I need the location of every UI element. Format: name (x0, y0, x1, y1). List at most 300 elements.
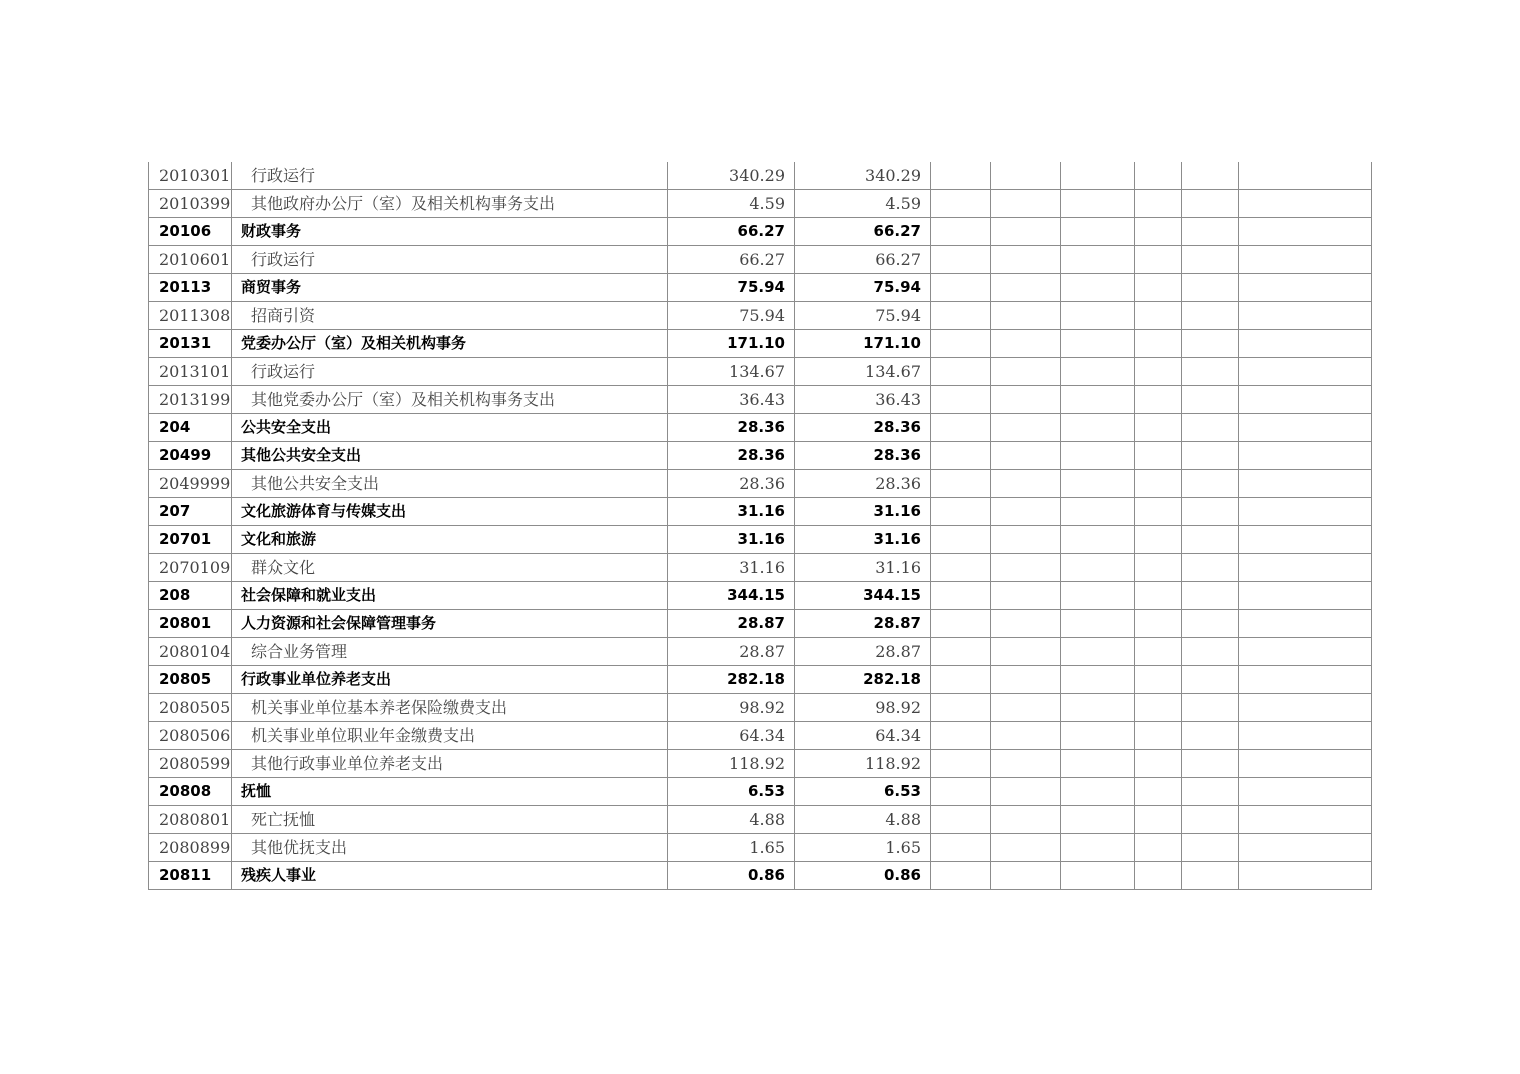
subject-name-cell (232, 750, 668, 778)
empty-cell (1182, 806, 1239, 834)
total-amount-cell: 4.59 (668, 190, 795, 218)
subject-name-cell (232, 274, 668, 302)
subject-name-cell (232, 694, 668, 722)
empty-cell (1182, 778, 1239, 806)
empty-cell (1135, 190, 1182, 218)
table-row (149, 862, 1372, 890)
empty-cell (1135, 750, 1182, 778)
subject-name-cell (232, 862, 668, 890)
empty-cell (1239, 498, 1372, 526)
basic-expenditure-cell: 31.16 (795, 498, 931, 526)
empty-cell (991, 834, 1061, 862)
basic-expenditure-cell: 28.36 (795, 442, 931, 470)
empty-cell (1061, 666, 1135, 694)
total-amount-cell: 171.10 (668, 330, 795, 358)
subject-code-cell: 20113 (149, 274, 232, 302)
subject-name: 行政运行 (251, 362, 316, 381)
subject-code-cell: 204 (149, 414, 232, 442)
total-amount-cell: 0.86 (668, 862, 795, 890)
table-body (149, 162, 1372, 890)
subject-code-cell: 20811 (149, 862, 232, 890)
total-amount-cell: 118.92 (668, 750, 795, 778)
empty-cell (1135, 162, 1182, 190)
empty-cell (1061, 582, 1135, 610)
empty-cell (1239, 582, 1372, 610)
subject-code-cell: 2049999 (149, 470, 232, 498)
table-row (149, 274, 1372, 302)
empty-cell (931, 526, 991, 554)
empty-cell (1061, 162, 1135, 190)
empty-cell (1239, 526, 1372, 554)
empty-cell (931, 358, 991, 386)
empty-cell (931, 582, 991, 610)
empty-cell (1182, 190, 1239, 218)
table-row (149, 330, 1372, 358)
empty-cell (1239, 386, 1372, 414)
table-row (149, 638, 1372, 666)
basic-expenditure-cell: 1.65 (795, 834, 931, 862)
empty-cell (1182, 694, 1239, 722)
basic-expenditure-cell: 64.34 (795, 722, 931, 750)
empty-cell (1135, 386, 1182, 414)
empty-cell (1061, 778, 1135, 806)
total-amount-cell: 28.87 (668, 610, 795, 638)
empty-cell (931, 834, 991, 862)
basic-expenditure-cell: 171.10 (795, 330, 931, 358)
subject-name-cell (232, 554, 668, 582)
empty-cell (991, 862, 1061, 890)
empty-cell (931, 750, 991, 778)
subject-name: 商贸事务 (241, 278, 302, 296)
empty-cell (991, 470, 1061, 498)
table-row (149, 162, 1372, 190)
empty-cell (1239, 470, 1372, 498)
empty-cell (1182, 246, 1239, 274)
empty-cell (1061, 862, 1135, 890)
empty-cell (1061, 358, 1135, 386)
basic-expenditure-cell: 31.16 (795, 554, 931, 582)
subject-name: 抚恤 (241, 782, 272, 800)
empty-cell (991, 778, 1061, 806)
empty-cell (931, 722, 991, 750)
empty-cell (1239, 330, 1372, 358)
subject-name-cell (232, 442, 668, 470)
empty-cell (1239, 666, 1372, 694)
empty-cell (931, 442, 991, 470)
subject-name: 其他优抚支出 (251, 838, 348, 857)
empty-cell (1182, 750, 1239, 778)
empty-cell (991, 806, 1061, 834)
empty-cell (1182, 386, 1239, 414)
empty-cell (1135, 582, 1182, 610)
empty-cell (1135, 778, 1182, 806)
basic-expenditure-cell: 0.86 (795, 862, 931, 890)
subject-name: 财政事务 (241, 222, 302, 240)
empty-cell (1061, 834, 1135, 862)
empty-cell (1061, 694, 1135, 722)
subject-name-cell (232, 806, 668, 834)
table-row (149, 526, 1372, 554)
empty-cell (931, 162, 991, 190)
subject-name-cell (232, 386, 668, 414)
empty-cell (1182, 442, 1239, 470)
empty-cell (1182, 610, 1239, 638)
empty-cell (931, 610, 991, 638)
basic-expenditure-cell: 75.94 (795, 302, 931, 330)
empty-cell (1061, 190, 1135, 218)
basic-expenditure-cell: 28.87 (795, 610, 931, 638)
subject-name: 机关事业单位基本养老保险缴费支出 (251, 698, 508, 717)
table-row (149, 498, 1372, 526)
basic-expenditure-cell: 28.36 (795, 414, 931, 442)
subject-name-cell (232, 722, 668, 750)
empty-cell (1135, 302, 1182, 330)
total-amount-cell: 134.67 (668, 358, 795, 386)
empty-cell (991, 638, 1061, 666)
empty-cell (931, 218, 991, 246)
subject-name: 招商引资 (251, 306, 316, 325)
table-row (149, 442, 1372, 470)
empty-cell (1061, 722, 1135, 750)
total-amount-cell: 4.88 (668, 806, 795, 834)
subject-name-cell (232, 582, 668, 610)
total-amount-cell: 31.16 (668, 498, 795, 526)
basic-expenditure-cell: 6.53 (795, 778, 931, 806)
total-amount-cell: 6.53 (668, 778, 795, 806)
empty-cell (931, 694, 991, 722)
empty-cell (1239, 358, 1372, 386)
subject-code-cell: 2080505 (149, 694, 232, 722)
empty-cell (1182, 330, 1239, 358)
subject-name: 其他公共安全支出 (241, 446, 362, 464)
empty-cell (1182, 554, 1239, 582)
empty-cell (991, 190, 1061, 218)
subject-name-cell (232, 498, 668, 526)
subject-name: 群众文化 (251, 558, 316, 577)
empty-cell (1239, 442, 1372, 470)
empty-cell (1061, 806, 1135, 834)
empty-cell (1061, 386, 1135, 414)
subject-name-cell (232, 610, 668, 638)
basic-expenditure-cell: 31.16 (795, 526, 931, 554)
empty-cell (1239, 694, 1372, 722)
basic-expenditure-cell: 340.29 (795, 162, 931, 190)
total-amount-cell: 66.27 (668, 246, 795, 274)
empty-cell (1182, 666, 1239, 694)
subject-name-cell (232, 638, 668, 666)
subject-name: 行政事业单位养老支出 (241, 670, 392, 688)
table-row (149, 470, 1372, 498)
table-row (149, 750, 1372, 778)
empty-cell (1182, 638, 1239, 666)
empty-cell (1061, 526, 1135, 554)
empty-cell (1239, 274, 1372, 302)
subject-name: 其他政府办公厅（室）及相关机构事务支出 (251, 194, 556, 213)
empty-cell (991, 274, 1061, 302)
subject-code-cell: 2080899 (149, 834, 232, 862)
basic-expenditure-cell: 66.27 (795, 218, 931, 246)
empty-cell (1135, 358, 1182, 386)
empty-cell (1135, 414, 1182, 442)
subject-name-cell (232, 302, 668, 330)
empty-cell (1135, 274, 1182, 302)
subject-name-cell (232, 162, 668, 190)
subject-code-cell: 2080599 (149, 750, 232, 778)
subject-code-cell: 2010399 (149, 190, 232, 218)
subject-code-cell: 20801 (149, 610, 232, 638)
empty-cell (991, 442, 1061, 470)
basic-expenditure-cell: 4.88 (795, 806, 931, 834)
empty-cell (991, 386, 1061, 414)
expenditure-table (148, 162, 1372, 890)
table-row (149, 190, 1372, 218)
empty-cell (1061, 302, 1135, 330)
total-amount-cell: 28.36 (668, 442, 795, 470)
empty-cell (1182, 498, 1239, 526)
subject-code-cell: 20131 (149, 330, 232, 358)
total-amount-cell: 31.16 (668, 554, 795, 582)
empty-cell (1239, 246, 1372, 274)
empty-cell (1135, 554, 1182, 582)
empty-cell (1135, 862, 1182, 890)
empty-cell (1135, 218, 1182, 246)
empty-cell (991, 246, 1061, 274)
empty-cell (1061, 610, 1135, 638)
empty-cell (1061, 498, 1135, 526)
empty-cell (931, 274, 991, 302)
total-amount-cell: 64.34 (668, 722, 795, 750)
empty-cell (1239, 610, 1372, 638)
empty-cell (1182, 862, 1239, 890)
empty-cell (1135, 722, 1182, 750)
basic-expenditure-cell: 282.18 (795, 666, 931, 694)
subject-code-cell: 2080104 (149, 638, 232, 666)
subject-code-cell: 20805 (149, 666, 232, 694)
empty-cell (991, 358, 1061, 386)
subject-name-cell (232, 246, 668, 274)
empty-cell (1135, 246, 1182, 274)
empty-cell (1239, 750, 1372, 778)
total-amount-cell: 66.27 (668, 218, 795, 246)
subject-name-cell (232, 526, 668, 554)
empty-cell (1135, 638, 1182, 666)
basic-expenditure-cell: 28.36 (795, 470, 931, 498)
table-row (149, 246, 1372, 274)
total-amount-cell: 36.43 (668, 386, 795, 414)
empty-cell (931, 414, 991, 442)
empty-cell (1239, 554, 1372, 582)
basic-expenditure-cell: 118.92 (795, 750, 931, 778)
empty-cell (1061, 750, 1135, 778)
basic-expenditure-cell: 98.92 (795, 694, 931, 722)
empty-cell (1061, 554, 1135, 582)
total-amount-cell: 75.94 (668, 274, 795, 302)
empty-cell (931, 302, 991, 330)
table-row (149, 582, 1372, 610)
table-row (149, 610, 1372, 638)
subject-name: 其他公共安全支出 (251, 474, 380, 493)
total-amount-cell: 28.36 (668, 414, 795, 442)
subject-name: 综合业务管理 (251, 642, 348, 661)
empty-cell (1239, 722, 1372, 750)
empty-cell (1182, 722, 1239, 750)
empty-cell (991, 582, 1061, 610)
total-amount-cell: 28.87 (668, 638, 795, 666)
subject-name: 人力资源和社会保障管理事务 (241, 614, 437, 632)
empty-cell (1061, 246, 1135, 274)
empty-cell (991, 218, 1061, 246)
table-row (149, 302, 1372, 330)
empty-cell (931, 862, 991, 890)
subject-code-cell: 2080506 (149, 722, 232, 750)
subject-name-cell (232, 414, 668, 442)
empty-cell (1135, 498, 1182, 526)
total-amount-cell: 28.36 (668, 470, 795, 498)
empty-cell (1182, 218, 1239, 246)
table-row (149, 694, 1372, 722)
subject-code-cell: 2010301 (149, 162, 232, 190)
empty-cell (1135, 526, 1182, 554)
empty-cell (1135, 330, 1182, 358)
subject-name: 社会保障和就业支出 (241, 586, 377, 604)
subject-code-cell: 208 (149, 582, 232, 610)
subject-code-cell: 2011308 (149, 302, 232, 330)
total-amount-cell: 344.15 (668, 582, 795, 610)
empty-cell (1135, 442, 1182, 470)
subject-code-cell: 20499 (149, 442, 232, 470)
empty-cell (991, 722, 1061, 750)
subject-name: 其他党委办公厅（室）及相关机构事务支出 (251, 390, 556, 409)
subject-name: 行政运行 (251, 250, 316, 269)
empty-cell (1182, 302, 1239, 330)
empty-cell (1239, 414, 1372, 442)
table-row (149, 834, 1372, 862)
empty-cell (1182, 834, 1239, 862)
table-row (149, 414, 1372, 442)
empty-cell (931, 666, 991, 694)
empty-cell (1239, 302, 1372, 330)
subject-name-cell (232, 470, 668, 498)
total-amount-cell: 98.92 (668, 694, 795, 722)
subject-code-cell: 2013101 (149, 358, 232, 386)
empty-cell (1061, 330, 1135, 358)
empty-cell (1239, 218, 1372, 246)
empty-cell (1239, 778, 1372, 806)
table-row (149, 554, 1372, 582)
empty-cell (1061, 442, 1135, 470)
empty-cell (1135, 806, 1182, 834)
subject-name: 行政运行 (251, 166, 316, 185)
empty-cell (1182, 470, 1239, 498)
empty-cell (1061, 638, 1135, 666)
empty-cell (1239, 638, 1372, 666)
basic-expenditure-cell: 66.27 (795, 246, 931, 274)
empty-cell (1239, 162, 1372, 190)
empty-cell (1061, 414, 1135, 442)
subject-name: 公共安全支出 (241, 418, 332, 436)
table-row (149, 358, 1372, 386)
empty-cell (1135, 470, 1182, 498)
subject-code-cell: 2010601 (149, 246, 232, 274)
empty-cell (1182, 358, 1239, 386)
empty-cell (931, 778, 991, 806)
table-row (149, 218, 1372, 246)
empty-cell (1182, 414, 1239, 442)
total-amount-cell: 282.18 (668, 666, 795, 694)
empty-cell (991, 162, 1061, 190)
basic-expenditure-cell: 75.94 (795, 274, 931, 302)
empty-cell (1135, 666, 1182, 694)
subject-code-cell: 20106 (149, 218, 232, 246)
empty-cell (991, 666, 1061, 694)
subject-name: 文化旅游体育与传媒支出 (241, 502, 407, 520)
empty-cell (991, 526, 1061, 554)
subject-name-cell (232, 190, 668, 218)
table-row (149, 806, 1372, 834)
empty-cell (991, 498, 1061, 526)
empty-cell (1239, 190, 1372, 218)
empty-cell (931, 470, 991, 498)
empty-cell (1182, 526, 1239, 554)
subject-code-cell: 2070109 (149, 554, 232, 582)
subject-code-cell: 2080801 (149, 806, 232, 834)
table-row (149, 722, 1372, 750)
basic-expenditure-cell: 4.59 (795, 190, 931, 218)
subject-name: 机关事业单位职业年金缴费支出 (251, 726, 476, 745)
total-amount-cell: 340.29 (668, 162, 795, 190)
empty-cell (991, 610, 1061, 638)
empty-cell (1061, 218, 1135, 246)
subject-name: 文化和旅游 (241, 530, 317, 548)
empty-cell (991, 750, 1061, 778)
empty-cell (1239, 806, 1372, 834)
basic-expenditure-cell: 36.43 (795, 386, 931, 414)
empty-cell (931, 498, 991, 526)
empty-cell (931, 246, 991, 274)
subject-name: 死亡抚恤 (251, 810, 316, 829)
empty-cell (1182, 274, 1239, 302)
empty-cell (1182, 162, 1239, 190)
empty-cell (931, 554, 991, 582)
empty-cell (991, 302, 1061, 330)
total-amount-cell: 1.65 (668, 834, 795, 862)
subject-code-cell: 207 (149, 498, 232, 526)
subject-name-cell (232, 330, 668, 358)
empty-cell (1239, 834, 1372, 862)
empty-cell (991, 694, 1061, 722)
empty-cell (991, 330, 1061, 358)
empty-cell (931, 330, 991, 358)
subject-code-cell: 2013199 (149, 386, 232, 414)
empty-cell (1061, 470, 1135, 498)
basic-expenditure-cell: 134.67 (795, 358, 931, 386)
empty-cell (931, 806, 991, 834)
subject-name: 其他行政事业单位养老支出 (251, 754, 444, 773)
subject-name-cell (232, 666, 668, 694)
subject-name: 残疾人事业 (241, 866, 317, 884)
total-amount-cell: 75.94 (668, 302, 795, 330)
table-row (149, 666, 1372, 694)
empty-cell (1135, 610, 1182, 638)
empty-cell (1135, 694, 1182, 722)
total-amount-cell: 31.16 (668, 526, 795, 554)
subject-code-cell: 20808 (149, 778, 232, 806)
empty-cell (1135, 834, 1182, 862)
empty-cell (931, 190, 991, 218)
subject-name-cell (232, 218, 668, 246)
empty-cell (1182, 582, 1239, 610)
subject-code-cell: 20701 (149, 526, 232, 554)
